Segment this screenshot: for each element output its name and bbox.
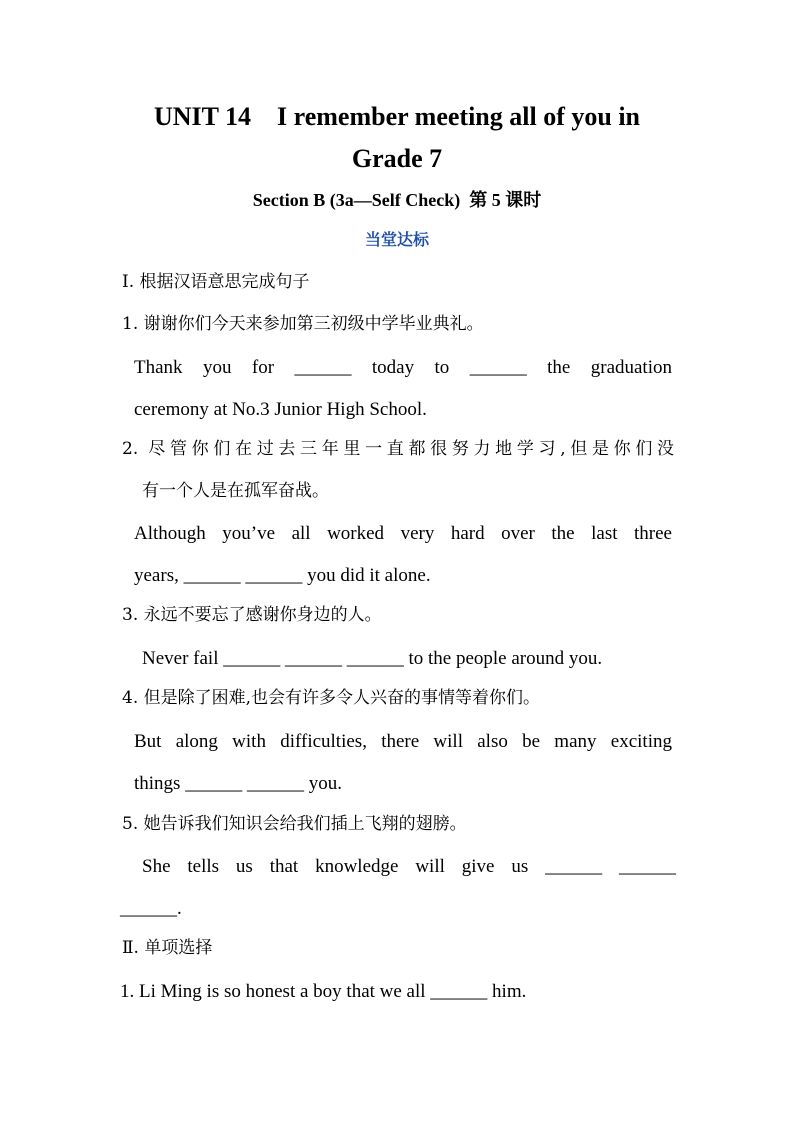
question-2-english-line-1: Although you’ve all worked very hard over the last three <box>134 523 672 544</box>
mcq-1-text: 1. Li Ming is so honest a boy that we all ______ him. <box>120 981 527 1002</box>
question-4-chinese: 4. 但是除了困难,也会有许多令人兴奋的事情等着你们。 <box>122 688 541 708</box>
question-5-english-line-2: ______. <box>120 898 182 919</box>
question-5-english-line-1: She tells us that knowledge will give us ______ ______ <box>142 856 676 877</box>
part2-heading: Ⅱ. 单项选择 <box>122 938 213 958</box>
question-3-chinese: 3. 永远不要忘了感谢你身边的人。 <box>122 605 382 625</box>
part1-heading: Ⅰ. 根据汉语意思完成句子 <box>122 272 310 292</box>
question-1-chinese: 1. 谢谢你们今天来参加第三初级中学毕业典礼。 <box>122 314 484 334</box>
question-3-english: Never fail ______ ______ ______ to the people around you. <box>142 648 603 669</box>
page-title-line-2: Grade 7 <box>351 144 443 173</box>
question-2-chinese-line-1: 2. 尽管你们在过去三年里一直都很努力地学习,但是你们没 <box>122 439 674 459</box>
question-1-english-line-2: ceremony at No.3 Junior High School. <box>134 399 427 420</box>
page-title-line-1: UNIT 14 I remember meeting all of you in <box>153 102 641 131</box>
question-4-english-line-1: But along with difficulties, there will also be many exciting <box>134 731 672 752</box>
question-2-chinese-line-2: 有一个人是在孤军奋战。 <box>142 481 329 501</box>
section-label: 当堂达标 <box>364 230 429 249</box>
question-2-english-line-2: years, ______ ______ you did it alone. <box>134 565 431 586</box>
question-1-english-line-1: Thank you for ______ today to ______ the graduation <box>134 357 672 378</box>
section-subtitle: Section B (3a—Self Check) 第 5 课时 <box>252 190 542 210</box>
question-5-chinese: 5. 她告诉我们知识会给我们插上飞翔的翅膀。 <box>122 814 467 834</box>
question-4-english-line-2: things ______ ______ you. <box>134 773 342 794</box>
